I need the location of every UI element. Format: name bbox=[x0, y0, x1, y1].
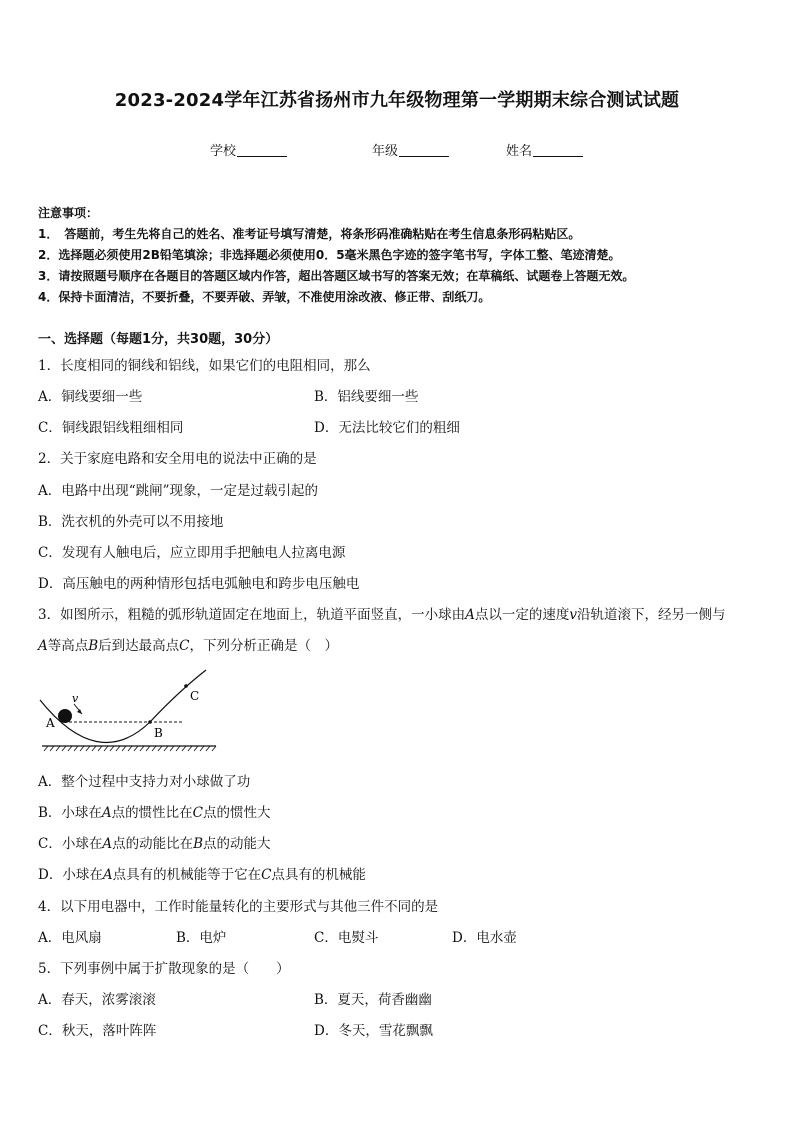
track-curve bbox=[40, 670, 206, 742]
label-v: v bbox=[72, 692, 79, 705]
point-c bbox=[184, 684, 188, 688]
text: C．小球在 bbox=[38, 836, 103, 852]
point-b bbox=[148, 720, 152, 724]
velocity-arrowhead bbox=[77, 709, 82, 714]
label-a: A bbox=[46, 716, 55, 730]
label-c: C bbox=[190, 689, 200, 703]
q1-option-b: B．铝线要细一些 bbox=[314, 389, 419, 405]
exam-title: 2023-2024学年江苏省扬州市九年级物理第一学期期末综合测试试题 bbox=[114, 90, 680, 111]
q3-option-a: A．整个过程中支持力对小球做了功 bbox=[38, 774, 251, 790]
text: 点具有的机械能 bbox=[271, 867, 366, 883]
school-blank bbox=[237, 143, 287, 157]
text: 点具有的机械能等于它在 bbox=[112, 867, 262, 883]
notice-item: 3．请按照题号顺序在各题目的答题区域内作答，超出答题区域书写的答案无效；在草稿纸、试题卷上答题无效。 bbox=[38, 269, 635, 283]
q1-option-c: C．铜线跟铝线粗细相同 bbox=[38, 420, 184, 436]
var-a: A bbox=[101, 805, 112, 821]
section-heading: 一、选择题（每题1分，共30题，30分） bbox=[38, 332, 279, 347]
notice-block bbox=[38, 203, 634, 308]
q3-stem-line2 bbox=[38, 634, 338, 654]
name-field bbox=[506, 140, 583, 159]
grade-field bbox=[372, 140, 449, 159]
text: D．小球在 bbox=[38, 867, 103, 883]
var-b: B bbox=[193, 836, 204, 852]
text: 点以一定的速度 bbox=[474, 607, 570, 623]
q5-option-d: D．冬天，雪花飘飘 bbox=[314, 1023, 433, 1039]
school-field bbox=[210, 140, 287, 159]
text: 3．如图所示，粗糙的弧形轨道固定在地面上，轨道平面竖直，一小球由 bbox=[38, 607, 466, 623]
track-figure bbox=[38, 662, 228, 757]
name-blank bbox=[533, 143, 583, 157]
text: 点的惯性比在 bbox=[111, 805, 193, 821]
q4-option-a: A．电风扇 bbox=[38, 930, 102, 946]
var-a: A bbox=[38, 638, 48, 654]
q1-option-a: A．铜线要细一些 bbox=[38, 389, 143, 405]
q3-stem-line1 bbox=[38, 603, 725, 623]
q1-option-d: D．无法比较它们的粗细 bbox=[314, 420, 460, 436]
text: 后到达最高点 bbox=[98, 638, 180, 654]
var-c: C bbox=[261, 867, 272, 883]
q1-stem: 1．长度相同的铜线和铝线，如果它们的电阻相同，那么 bbox=[38, 358, 371, 374]
q2-option-c: C．发现有人触电后，应立即用手把触电人拉离电源 bbox=[38, 545, 346, 561]
q5-option-c: C．秋天，落叶阵阵 bbox=[38, 1023, 157, 1039]
text: 点的惯性大 bbox=[203, 805, 271, 821]
var-c: C bbox=[192, 805, 204, 821]
text: B．小球在 bbox=[38, 805, 102, 821]
notice-item: 2．选择题必须使用2B铅笔填涂；非选择题必须使用0．5毫米黑色字迹的签字笔书写，字体工整、笔迹清楚。 bbox=[38, 248, 621, 262]
q5-option-b: B．夏天，荷香幽幽 bbox=[314, 992, 432, 1008]
q3-option-d bbox=[38, 863, 366, 883]
var-b: B bbox=[88, 638, 99, 654]
text: ，下列分析正确是（ ） bbox=[189, 638, 339, 654]
notice-heading: 注意事项： bbox=[38, 206, 99, 220]
q2-stem: 2．关于家庭电路和安全用电的说法中正确的是 bbox=[38, 451, 317, 467]
notice-item: 1． 答题前，考生先将自己的姓名、准考证号填写清楚，将条形码准确粘贴在考生信息条形码粘贴区。 bbox=[38, 227, 581, 241]
school-label: 学校 bbox=[210, 144, 237, 159]
ball bbox=[58, 709, 72, 723]
notice-item: 4．保持卡面清洁，不要折叠，不要弄破、弄皱，不准使用涂改液、修正带、刮纸刀。 bbox=[38, 290, 491, 304]
label-b: B bbox=[154, 726, 163, 740]
q4-option-c: C．电熨斗 bbox=[314, 930, 379, 946]
q5-stem: 5．下列事例中属于扩散现象的是（ ） bbox=[38, 961, 290, 977]
name-label: 姓名 bbox=[506, 144, 533, 159]
var-c: C bbox=[179, 638, 190, 654]
var-a: A bbox=[102, 836, 113, 852]
text: 沿轨道滚下，经另一侧与 bbox=[576, 607, 726, 623]
q5-option-a: A．春天，浓雾滚滚 bbox=[38, 992, 156, 1008]
text: 点的动能比在 bbox=[112, 836, 194, 852]
q2-option-b: B．洗衣机的外壳可以不用接地 bbox=[38, 514, 224, 530]
var-a: A bbox=[465, 607, 475, 623]
q4-option-d: D．电水壶 bbox=[452, 930, 517, 946]
q4-stem: 4．以下用电器中，工作时能量转化的主要形式与其他三件不同的是 bbox=[38, 899, 439, 915]
text: 等高点 bbox=[47, 638, 89, 654]
text: 点的动能大 bbox=[203, 836, 271, 852]
q3-option-c bbox=[38, 832, 271, 852]
q2-option-a: A．电路中出现“跳闸”现象，一定是过载引起的 bbox=[38, 483, 319, 499]
var-a: A bbox=[102, 867, 113, 883]
q4-option-b: B．电炉 bbox=[176, 930, 227, 946]
grade-label: 年级 bbox=[372, 144, 399, 159]
ground-hatch bbox=[44, 746, 216, 751]
q3-option-b bbox=[38, 801, 271, 821]
var-v: v bbox=[569, 607, 577, 623]
q2-option-d: D．高压触电的两种情形包括电弧触电和跨步电压触电 bbox=[38, 576, 360, 592]
grade-blank bbox=[399, 143, 449, 157]
